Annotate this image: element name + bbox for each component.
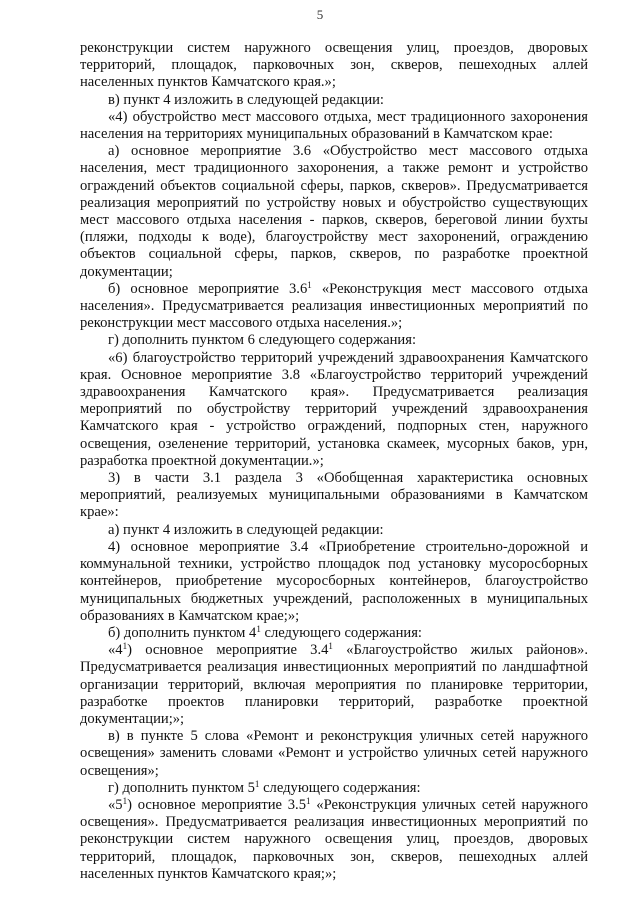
paragraph-point-4: «4) обустройство мест массового отдыха, мест традиционного захоронения населения на территориях муниципальных образований в Камчатском крае: <box>80 108 588 143</box>
paragraph-point-6: «6) благоустройство территорий учреждений здравоохранения Камчатского края. Основное мероприятие 3.8 «Благоустройство территорий учреждений здравоохранения Камчатского края». Предусматривается реализация мероприятий по обустройству территорий учреждений здравоохранения Камчатского края - устройство ограждений, подпорных стен, наружного освещения, озеленение территорий, установка скамеек, мусорных баков, урн, разработка проектной документации.»; <box>80 349 588 469</box>
paragraph-add-point-5-1: г) дополнить пунктом $5^1$ следующего содержания: <box>108 778 421 796</box>
paragraph-point-5-replace: в) в пункте 5 слова «Ремонт и реконструкция уличных сетей наружного освещения» заменить словами «Ремонт и устройство уличных сетей наружного освещения»; <box>80 728 588 779</box>
paragraph-item-v: в) пункт 4 изложить в следующей редакции: <box>108 91 384 108</box>
paragraph-point-5-1: «$5^1$) основное мероприятие $3.5^1$ «Реконструкция уличных сетей наружного освещения». Предусматривается реализация инвестиционных мероприятий по реконструкции систем наружного освещения улиц, проездов, дворовых территорий, площадок, парковочных зон, скверов, пешеходных аллей населенных пунктов Камчатского края;»; <box>80 795 589 882</box>
paragraph-add-point-6: г) дополнить пунктом 6 следующего содержания: <box>108 332 417 349</box>
paragraph-measure-3-6-1: б) основное мероприятие $3.6^1$ «Реконструкция мест массового отдыха населения». Предусматривается реализация инвестиционных мероприятий по реконструкции мест массового отдыха населения.»; <box>80 279 588 332</box>
paragraph-part-3-1: 3) в части 3.1 раздела 3 «Обобщенная характеристика основных мероприятий, реализуемых муниципальными образованиями в Камчатском крае»: <box>80 470 588 521</box>
paragraph-add-point-4-1: б) дополнить пунктом $4^1$ следующего содержания: <box>108 623 422 641</box>
paragraph-measure-3-4: 4) основное мероприятие 3.4 «Приобретение строительно-дорожной и коммунальной техники, устройство площадок под установку мусоросборных контейнеров, приобретение мусоросборных контейнеров, благоустройство муниципальных бюджетных учреждений, расположенных в муниципальных образованиях в Камчатском крае;»; <box>80 538 588 624</box>
paragraph-continuation: реконструкции систем наружного освещения улиц, проездов, дворовых территорий, площадок, парковочных зон, скверов, пешеходных аллей населенных пунктов Камчатского края.»; <box>80 40 588 91</box>
paragraph-point-4-1: «$4^1$) основное мероприятие $3.4^1$ «Благоустройство жилых районов». Предусматривается реализация инвестиционных мероприятий по ландшафтной организации территорий, включая мероприятия по планировке территории, разработке проектов планировки территорий, разработке проектной документации;»; <box>80 641 588 727</box>
paragraph-item-a: а) пункт 4 изложить в следующей редакции: <box>108 521 384 538</box>
page-number: 5 <box>316 7 324 22</box>
paragraph-measure-3-6: а) основное мероприятие 3.6 «Обустройство мест массового отдыха населения, мест традиционного захоронения, а также ремонт и устройство ограждений объектов социальной сферы, парков, скверов». Предусматривается реализация мероприятий по устройству новых и обустройство существующих мест массового отдыха населения - парков, скверов, береговой линии бухты (пляжи, подходы к воде), благоустройству мест захоронений, ограждению объектов социальной сферы, парков, скверов, по разработке проектной документации; <box>80 143 588 280</box>
